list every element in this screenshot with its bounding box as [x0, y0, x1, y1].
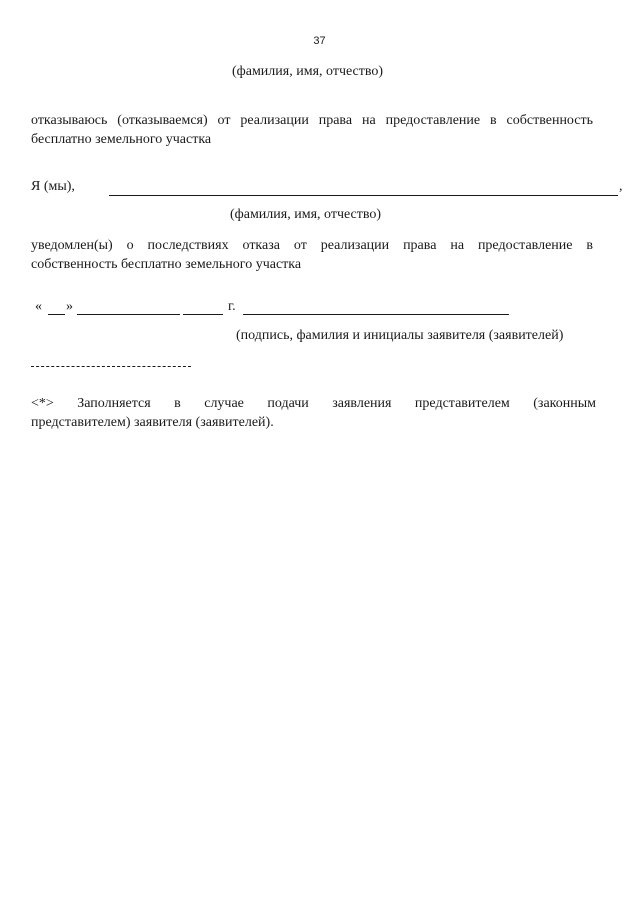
caption-full-name: (фамилия, имя, отчество) — [232, 64, 384, 79]
caption-signature: (подпись, фамилия и инициалы заявителя (заявителей) — [236, 328, 564, 343]
refusal-statement — [31, 111, 593, 149]
signature-field[interactable] — [243, 314, 509, 315]
footnote-line-2: представителем) заявителя (заявителей). — [31, 415, 274, 430]
date-signature-row — [35, 299, 515, 319]
footnote-line-1: <*> Заполняется в случае подачи заявления представителем (законным — [31, 396, 596, 411]
notice-statement-line-1: уведомлен(ы) о последствиях отказа от реализации права на предоставление в — [31, 238, 593, 253]
applicant-comma: , — [619, 179, 623, 194]
date-close-quote: » — [66, 299, 73, 314]
page-number: 37 — [313, 35, 326, 47]
refusal-statement-line-1: отказываюсь (отказываемся) от реализации права на предоставление в собственность — [31, 113, 593, 128]
notice-statement-line-2: собственность бесплатно земельного участка — [31, 257, 302, 272]
date-year-suffix: г. — [228, 299, 236, 314]
date-year-field[interactable] — [183, 314, 223, 315]
date-open-quote: « — [35, 299, 42, 314]
footnote-separator — [31, 366, 191, 367]
footnote — [31, 394, 596, 432]
date-day-field[interactable] — [48, 314, 65, 315]
caption-full-name-applicant: (фамилия, имя, отчество) — [230, 207, 382, 222]
applicant-name-field[interactable] — [109, 195, 618, 196]
refusal-statement-line-2: бесплатно земельного участка — [31, 132, 212, 147]
date-month-field[interactable] — [77, 314, 180, 315]
applicant-label: Я (мы), — [31, 179, 75, 194]
notice-statement — [31, 236, 593, 274]
